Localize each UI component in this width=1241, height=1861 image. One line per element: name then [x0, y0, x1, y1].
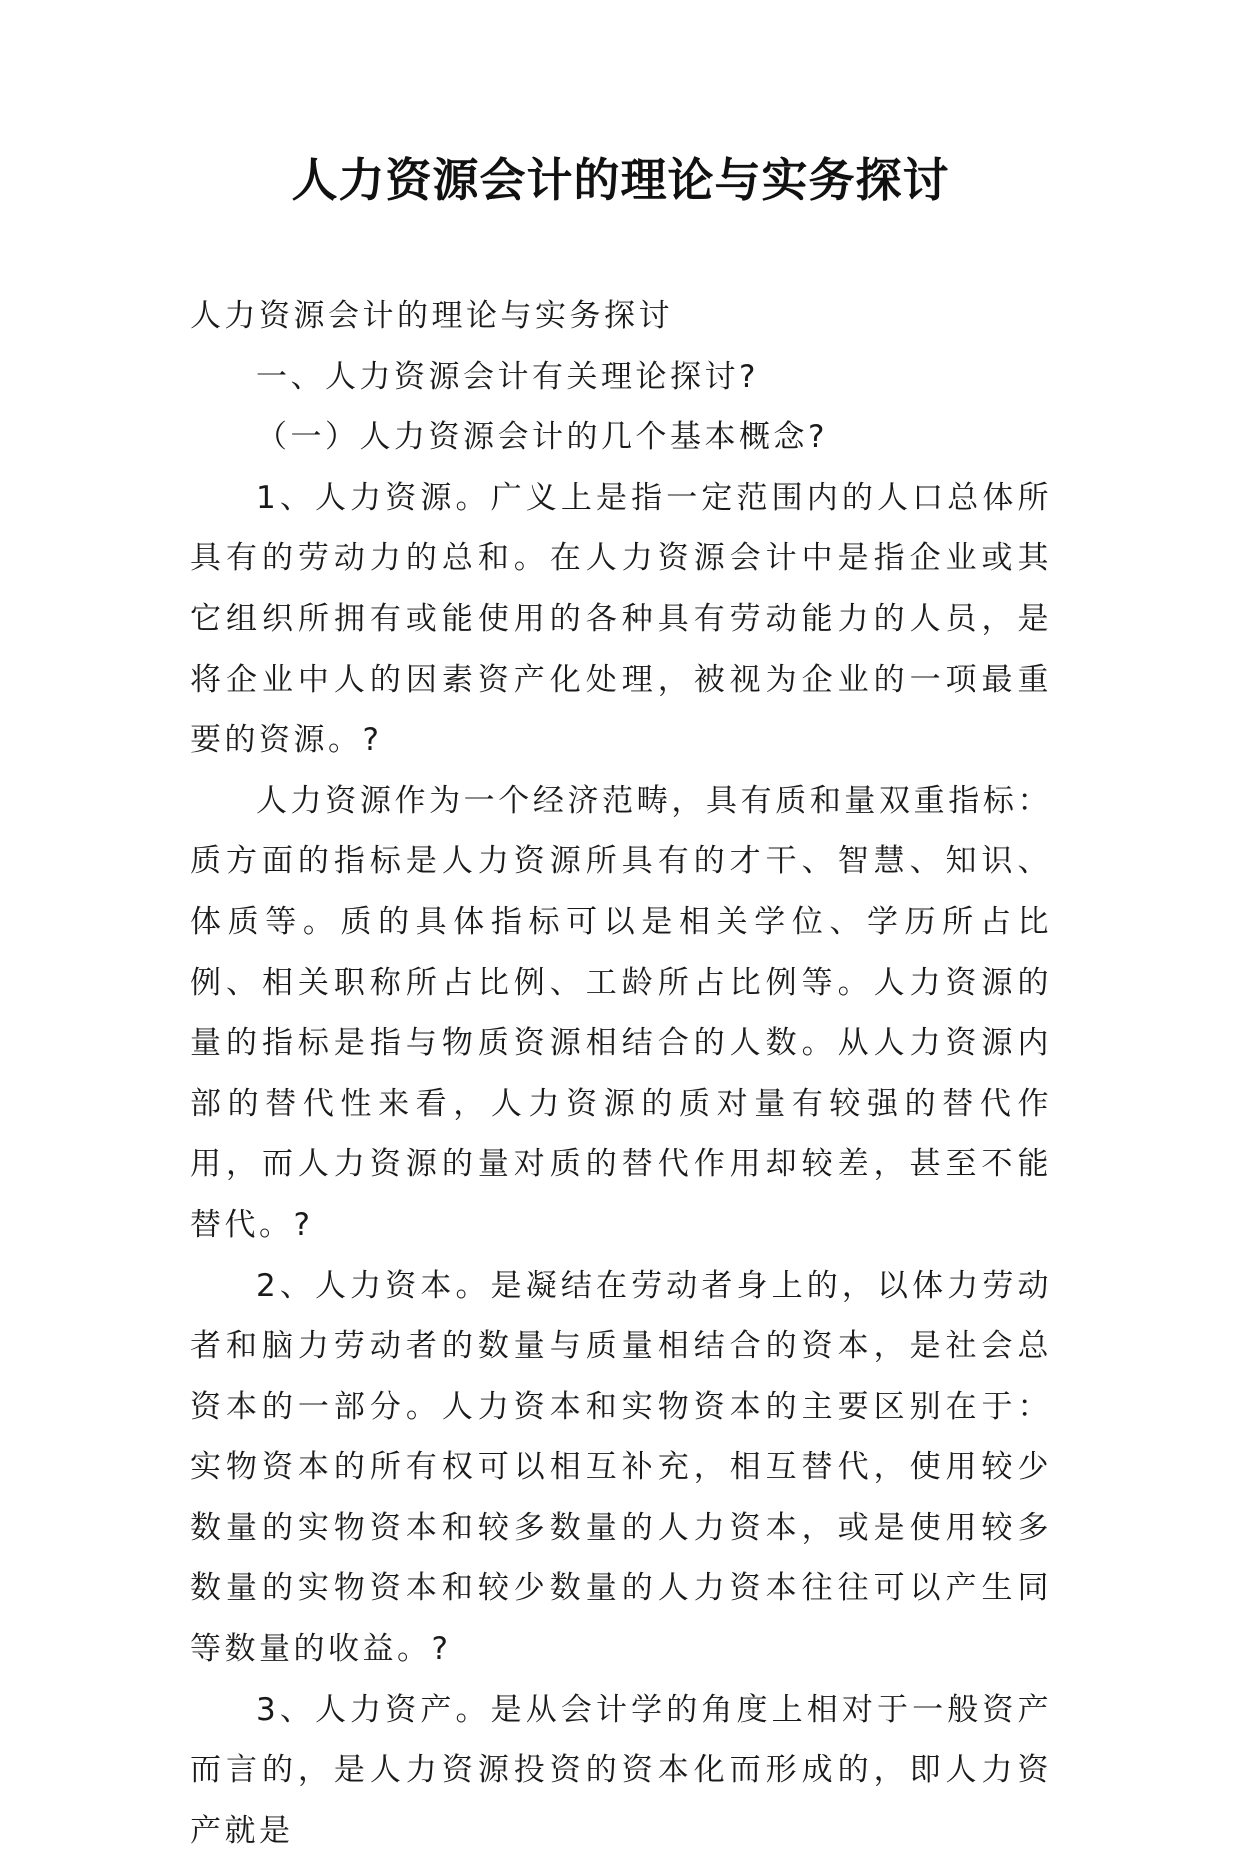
section-heading: 一、人力资源会计有关理论探讨?	[256, 358, 759, 395]
paragraph-human-assets: 3、人力资产。是从会计学的角度上相对于一般资产而言的，是人力资源投资的资本化而形成的，即人力资产就是	[190, 1691, 1052, 1849]
paragraph-quality-quantity: 人力资源作为一个经济范畴，具有质和量双重指标：质方面的指标是人力资源所具有的才干、智慧、知识、体质等。质的具体指标可以是相关学位、学历所占比例、相关职称所占比例、工龄所占比例等。人力资源的量的指标是指与物质资源相结合的人数。从人力资源内部的替代性来看，人力资源的质对量有较强的替代作用，而人力资源的量对质的替代作用却较差，甚至不能替代。?	[190, 782, 1052, 1243]
subsection-heading: （一）人力资源会计的几个基本概念?	[256, 419, 828, 456]
document-subtitle: 人力资源会计的理论与实务探讨	[190, 298, 673, 334]
document-title: 人力资源会计的理论与实务探讨	[291, 153, 950, 207]
document-body	[190, 286, 1052, 1861]
paragraph-human-resources: 1、人力资源。广义上是指一定范围内的人口总体所具有的劳动力的总和。在人力资源会计中是指企业或其它组织所拥有或能使用的各种具有劳动能力的人员，是将企业中人的因素资产化处理，被视为企业的一项最重要的资源。?	[190, 479, 1052, 759]
paragraph-human-capital: 2、人力资本。是凝结在劳动者身上的，以体力劳动者和脑力劳动者的数量与质量相结合的资本，是社会总资本的一部分。人力资本和实物资本的主要区别在于：实物资本的所有权可以相互补充，相互替代，使用较少数量的实物资本和较多数量的人力资本，或是使用较多数量的实物资本和较少数量的人力资本往往可以产生同等数量的收益。?	[190, 1267, 1052, 1668]
